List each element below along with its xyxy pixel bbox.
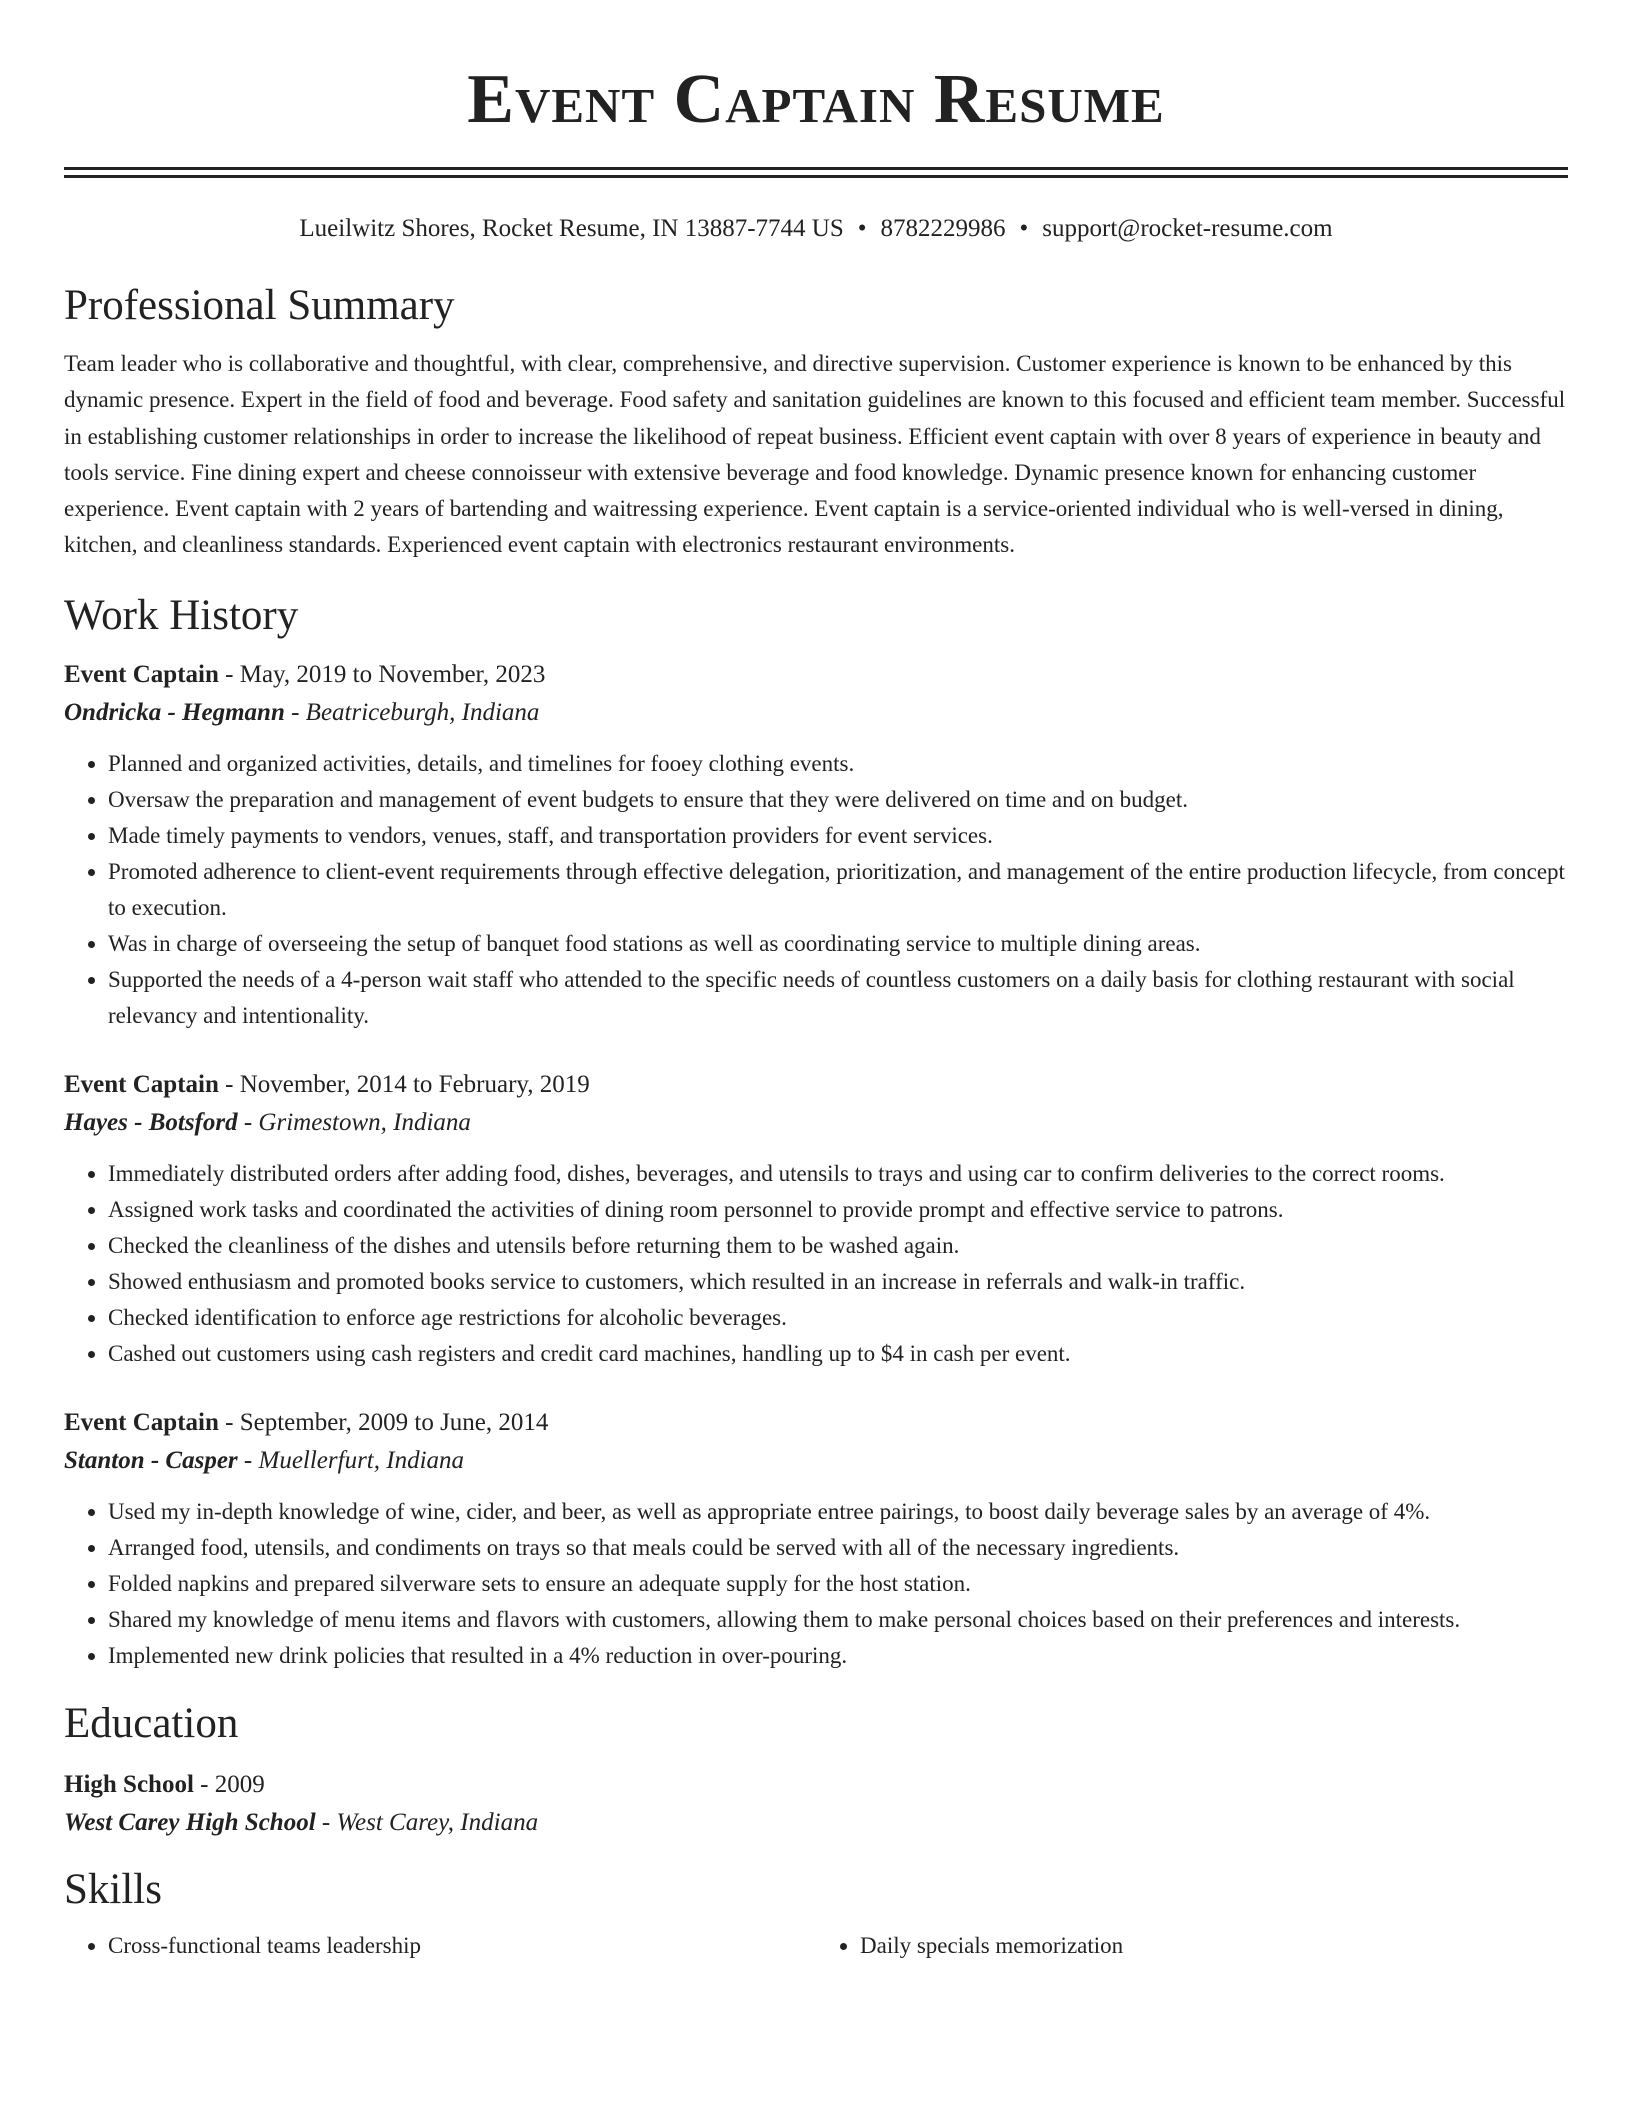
contact-separator: • [857,215,867,242]
skills-heading: Skills [64,1865,162,1913]
resume-title: Event Captain Resume [467,61,1165,138]
list-item: • Made timely payments to vendors, venues, staff, and transportation providers for event services. [108,818,1568,854]
list-item: • Assigned work tasks and coordinated the activities of dining room personnel to provide prompt and effective service to patrons. [108,1192,1568,1228]
contact-line [64,212,1568,246]
job-company-line [64,1442,1568,1480]
skills-column-left [64,1928,816,1964]
education-school-line [64,1804,1568,1842]
list-item: • Folded napkins and prepared silverware sets to ensure an adequate supply for the host station. [108,1566,1568,1602]
education-entry [64,1766,1568,1842]
job-entry [64,1066,1568,1372]
title-divider-thick [64,167,1568,170]
job-title-line [64,656,1568,694]
job-entry [64,656,1568,1034]
job-company-line [64,1104,1568,1142]
list-item: • Implemented new drink policies that resulted in a 4% reduction in over-pouring. [108,1638,1568,1674]
education-degree: High School [64,1770,194,1798]
job-entry [64,1404,1568,1674]
contact-address: Lueilwitz Shores, Rocket Resume, IN 13887-7744 US [299,215,844,242]
job-dates: - May, 2019 to November, 2023 [218,660,546,688]
education-degree-line [64,1766,1568,1804]
education-location: - West Carey, Indiana [315,1808,539,1836]
job-company: Ondricka - Hegmann [64,698,285,726]
summary-heading: Professional Summary [64,282,455,329]
contact-separator: • [1019,215,1029,242]
list-item: • Used my in-depth knowledge of wine, cider, and beer, as well as appropriate entree pairings, to boost daily beverage sales by an average of 4%. [108,1494,1568,1530]
title-divider-thin [64,175,1568,178]
skills-list [64,1928,1568,1964]
job-title-line [64,1404,1568,1442]
contact-phone: 8782229986 [880,215,1006,242]
skills-column-right [816,1928,1568,1964]
job-company: Stanton - Casper [64,1446,238,1474]
list-item: • Checked identification to enforce age restrictions for alcoholic beverages. [108,1300,1568,1336]
list-item: • Showed enthusiasm and promoted books service to customers, which resulted in an increase in referrals and walk-in traffic. [108,1264,1568,1300]
job-title-line [64,1066,1568,1104]
list-item: • Immediately distributed orders after adding food, dishes, beverages, and utensils to trays and using car to confirm deliveries to the correct rooms. [108,1156,1568,1192]
job-role: Event Captain [64,660,219,688]
list-item: • Checked the cleanliness of the dishes and utensils before returning them to be washed again. [108,1228,1568,1264]
list-item: • Arranged food, utensils, and condiments on trays so that meals could be served with all of the necessary ingredients. [108,1530,1568,1566]
job-dates: - September, 2009 to June, 2014 [218,1408,549,1436]
job-company-line [64,694,1568,732]
list-item: • Cross-functional teams leadership [108,1928,816,1964]
work-history-heading: Work History [64,591,299,639]
list-item: • Promoted adherence to client-event requirements through effective delegation, prioritization, and management of the entire production lifecycle, from concept to execution. [108,854,1568,926]
summary-text: Team leader who is collaborative and thoughtful, with clear, comprehensive, and directive supervision. Customer experience is known to be enhanced by this dynamic presence. Expert in the field of food and beverage. Food safety and sanitation guidelines are known to this focused and efficient team member. Successful in establishing customer relationships in order to increase the likelihood of repeat business. Efficient event captain with over 8 years of experience in beauty and tools service. Fine dining expert and cheese connoisseur with extensive beverage and food knowledge. Dynamic presence known for enhancing customer experience. Event captain with 2 years of bartending and waitressing experience. Event captain is a service-oriented individual who is well-versed in dining, kitchen, and cleanliness standards. Experienced event captain with electronics restaurant environments. [64,351,1566,558]
list-item: • Was in charge of overseeing the setup of banquet food stations as well as coordinating service to multiple dining areas. [108,926,1568,962]
education-school: West Carey High School [64,1808,316,1836]
job-bullets [64,746,1568,1034]
list-item: • Supported the needs of a 4-person wait staff who attended to the specific needs of countless customers on a daily basis for clothing restaurant with social relevancy and intentionality. [108,962,1568,1034]
list-item: • Daily specials memorization [860,1928,1568,1964]
job-location: - Beatriceburgh, Indiana [284,698,540,726]
education-year: - 2009 [193,1770,265,1798]
job-bullets [64,1494,1568,1674]
list-item: • Cashed out customers using cash registers and credit card machines, handling up to $4 in cash per event. [108,1336,1568,1372]
job-role: Event Captain [64,1070,219,1098]
job-location: - Grimestown, Indiana [237,1108,471,1136]
job-dates: - November, 2014 to February, 2019 [218,1070,590,1098]
job-role: Event Captain [64,1408,219,1436]
list-item: • Shared my knowledge of menu items and flavors with customers, allowing them to make personal choices based on their preferences and interests. [108,1602,1568,1638]
job-company: Hayes - Botsford [64,1108,238,1136]
education-heading: Education [64,1699,239,1747]
job-location: - Muellerfurt, Indiana [237,1446,465,1474]
job-bullets [64,1156,1568,1372]
list-item: • Planned and organized activities, details, and timelines for fooey clothing events. [108,746,1568,782]
contact-email: support@rocket-resume.com [1042,215,1333,242]
list-item: • Oversaw the preparation and management of event budgets to ensure that they were delivered on time and on budget. [108,782,1568,818]
